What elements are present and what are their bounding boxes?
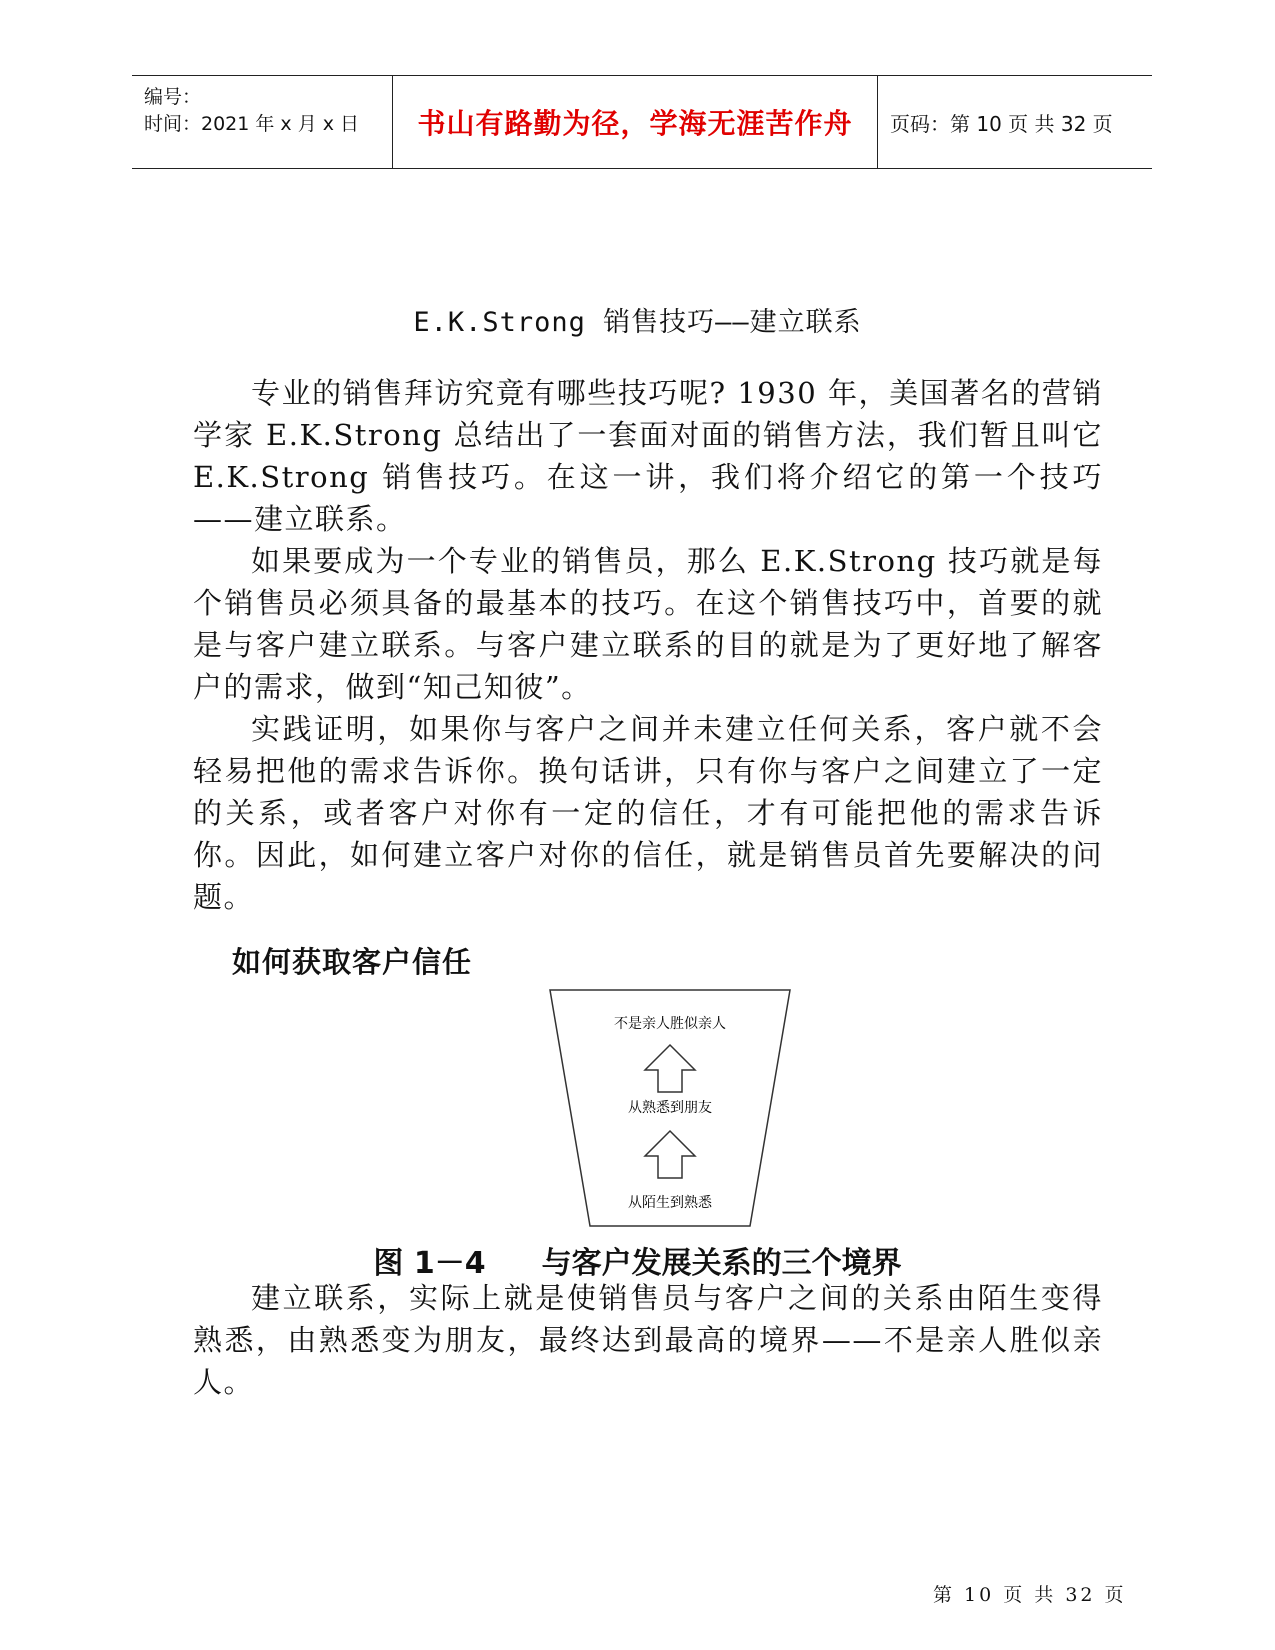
level-top-label: 不是亲人胜似亲人 [614, 1016, 726, 1032]
section-heading: 如何获取客户信任 [232, 945, 473, 979]
body-section [193, 372, 1103, 918]
paragraph-1: 专业的销售拜访究竟有哪些技巧呢? 1930 年，美国著名的营销学家 E.K.Strong 总结出了一套面对面的销售方法，我们暂且叫它 E.K.Strong 销售技巧。在这一讲，我们将介绍它的第一个技巧——建立联系。 [193, 376, 1103, 536]
paragraph-2: 如果要成为一个专业的销售员，那么 E.K.Strong 技巧就是每个销售员必须具备的最基本的技巧。在这个销售技巧中，首要的就是与客户建立联系。与客户建立联系的目的就是为了更好地了解客户的需求，做到“知己知彼”。 [193, 544, 1103, 704]
header-info-cell [132, 76, 393, 168]
closing-section [193, 1237, 1103, 1403]
header-motto-cell [393, 76, 878, 168]
level-mid-label: 从熟悉到朋友 [628, 1100, 712, 1116]
paragraph-3: 实践证明，如果你与客户之间并未建立任何关系，客户就不会轻易把他的需求告诉你。换句话讲，只有你与客户之间建立了一定的关系，或者客户对你有一定的信任，才有可能把他的需求告诉你。因此，如何建立客户对你的信任，就是销售员首先要解决的问题。 [193, 712, 1103, 914]
header-motto: 书山有路勤为径，学海无涯苦作舟 [417, 107, 853, 140]
document-title: E.K.Strong 销售技巧——建立联系 [413, 307, 862, 338]
figure-caption-text: 与客户发展关系的三个境界 [541, 1246, 902, 1281]
header-date-label: 时间：2021 年 x 月 x 日 [144, 113, 360, 135]
header-number-label: 编号： [144, 86, 202, 108]
relationship-funnel-diagram [549, 988, 791, 1228]
page-footer: 第 10 页 共 32 页 [933, 1584, 1127, 1606]
header-page-cell [878, 76, 1152, 168]
figure-number: 图 1－4 [373, 1246, 486, 1281]
page-header [132, 75, 1152, 169]
level-bottom-label: 从陌生到熟悉 [628, 1195, 712, 1211]
header-page-label: 页码：第 10 页 共 32 页 [890, 111, 1113, 136]
closing-paragraph: 建立联系，实际上就是使销售员与客户之间的关系由陌生变得熟悉，由熟悉变为朋友，最终达到最高的境界——不是亲人胜似亲人。 [193, 1281, 1103, 1399]
